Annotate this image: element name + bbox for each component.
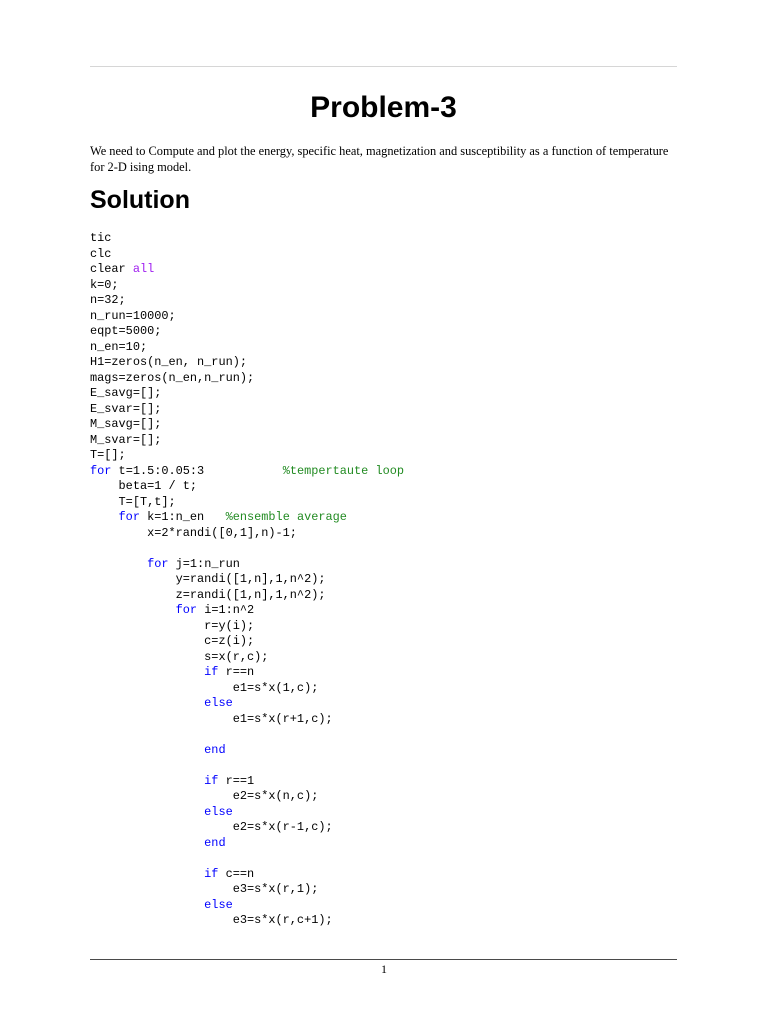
code-text: M_savg=[]; [90, 417, 162, 431]
code-text [90, 696, 204, 710]
code-text: tic [90, 231, 112, 245]
intro-paragraph [90, 143, 690, 175]
code-text: n_run=10000; [90, 308, 176, 323]
code-text: y=randi([1,n],1,n^2); [90, 572, 326, 586]
code-line [90, 433, 404, 449]
code-text: e3=s*x(r,1); [90, 882, 319, 896]
code-line [90, 355, 404, 371]
code-text: H1=zeros(n_en, n_run); [90, 355, 247, 369]
code-text: n=32; [90, 293, 126, 307]
code-line [90, 820, 404, 836]
code-text: clc [90, 246, 112, 261]
code-line [90, 867, 404, 883]
code-text: k=0; [90, 277, 119, 292]
code-text: s=x(r,c); [90, 649, 269, 664]
code-text: j=1:n_run [168, 556, 240, 571]
code-line [90, 464, 404, 480]
code-text: eqpt=5000; [90, 324, 162, 338]
code-line [90, 619, 404, 635]
code-text: beta=1 / t; [90, 479, 198, 493]
code-text [90, 557, 147, 571]
code-line [90, 665, 404, 681]
code-line [90, 712, 404, 728]
code-text: k=1:n_en [139, 510, 226, 524]
code-text: i=1:n^2 [197, 603, 255, 617]
code-line [90, 309, 404, 325]
code-text [90, 665, 204, 679]
code-text: c=z(i); [90, 634, 255, 648]
code-line [90, 743, 404, 759]
code-keyword: if [204, 866, 219, 881]
code-line [90, 340, 404, 356]
code-line [90, 262, 404, 278]
code-line [90, 758, 404, 774]
code-text: mags=zeros(n_en,n_run); [90, 370, 255, 385]
code-text: e1=s*x(r+1,c); [90, 711, 333, 726]
code-line [90, 402, 404, 418]
code-keyword: if [204, 773, 219, 788]
code-text: c==n [218, 866, 255, 881]
code-line [90, 278, 404, 294]
code-text: z=randi([1,n],1,n^2); [90, 587, 326, 602]
code-text: E_savg=[]; [90, 386, 162, 400]
code-keyword: else [204, 804, 233, 819]
intro-line: We need to Compute and plot the energy, specific heat, magnetization and susceptibility as a function of temperature [90, 144, 669, 158]
code-line [90, 495, 404, 511]
code-text: r=y(i); [90, 618, 255, 633]
code-keyword: else [204, 696, 233, 710]
code-keyword: end [204, 742, 226, 757]
code-keyword: for [118, 510, 140, 524]
section-heading: Solution [90, 186, 190, 214]
top-rule [90, 66, 677, 67]
code-keyword: for [175, 603, 198, 617]
code-line [90, 526, 404, 542]
intro-line: for 2-D ising model. [90, 160, 192, 174]
code-line [90, 557, 404, 573]
code-line [90, 324, 404, 340]
code-line [90, 789, 404, 805]
code-keyword: if [204, 665, 219, 679]
code-line [90, 293, 404, 309]
code-line [90, 247, 404, 263]
code-line [90, 727, 404, 743]
code-text: n_en=10; [90, 339, 148, 354]
code-text [90, 898, 204, 912]
code-text: e2=s*x(n,c); [90, 789, 319, 803]
code-text [90, 510, 119, 524]
code-string: all [132, 262, 155, 276]
code-line [90, 603, 404, 619]
code-text: r==1 [218, 773, 255, 788]
code-text [90, 836, 204, 850]
code-text: clear [90, 262, 133, 276]
code-text: e3=s*x(r,c+1); [90, 913, 333, 927]
code-line [90, 371, 404, 387]
code-line [90, 510, 404, 526]
code-line [90, 805, 404, 821]
code-line [90, 588, 404, 604]
code-text: T=[T,t]; [90, 494, 176, 509]
code-keyword: end [204, 835, 226, 850]
code-line [90, 541, 404, 557]
code-line [90, 231, 404, 247]
code-text: r==n [218, 665, 255, 679]
code-line [90, 836, 404, 852]
code-text: E_svar=[]; [90, 401, 162, 416]
code-text [90, 805, 204, 819]
code-comment: %tempertaute loop [282, 463, 404, 478]
code-block [90, 231, 404, 929]
code-text: t=1.5:0.05:3 [111, 463, 283, 478]
code-text: x=2*randi([0,1],n)-1; [90, 525, 297, 540]
code-line [90, 417, 404, 433]
code-keyword: for [147, 556, 169, 571]
code-comment: %ensemble average [225, 510, 347, 524]
code-line [90, 913, 404, 929]
code-text [90, 774, 204, 788]
code-line [90, 696, 404, 712]
code-text: e1=s*x(1,c); [90, 680, 319, 695]
code-keyword: else [204, 897, 233, 912]
code-line [90, 448, 404, 464]
code-keyword: for [90, 463, 112, 478]
code-text: e2=s*x(r-1,c); [90, 820, 333, 834]
page-title: Problem-3 [310, 91, 457, 124]
code-line [90, 479, 404, 495]
page-number: 1 [381, 962, 387, 976]
code-line [90, 774, 404, 790]
code-text [90, 743, 204, 757]
code-line [90, 572, 404, 588]
code-line [90, 851, 404, 867]
code-line [90, 386, 404, 402]
code-line [90, 898, 404, 914]
code-text [90, 603, 176, 617]
code-line [90, 650, 404, 666]
code-text: T=[]; [90, 448, 126, 462]
code-line [90, 681, 404, 697]
code-text [90, 867, 204, 881]
code-line [90, 634, 404, 650]
bottom-rule [90, 959, 677, 960]
code-line [90, 882, 404, 898]
code-text: M_svar=[]; [90, 432, 162, 447]
